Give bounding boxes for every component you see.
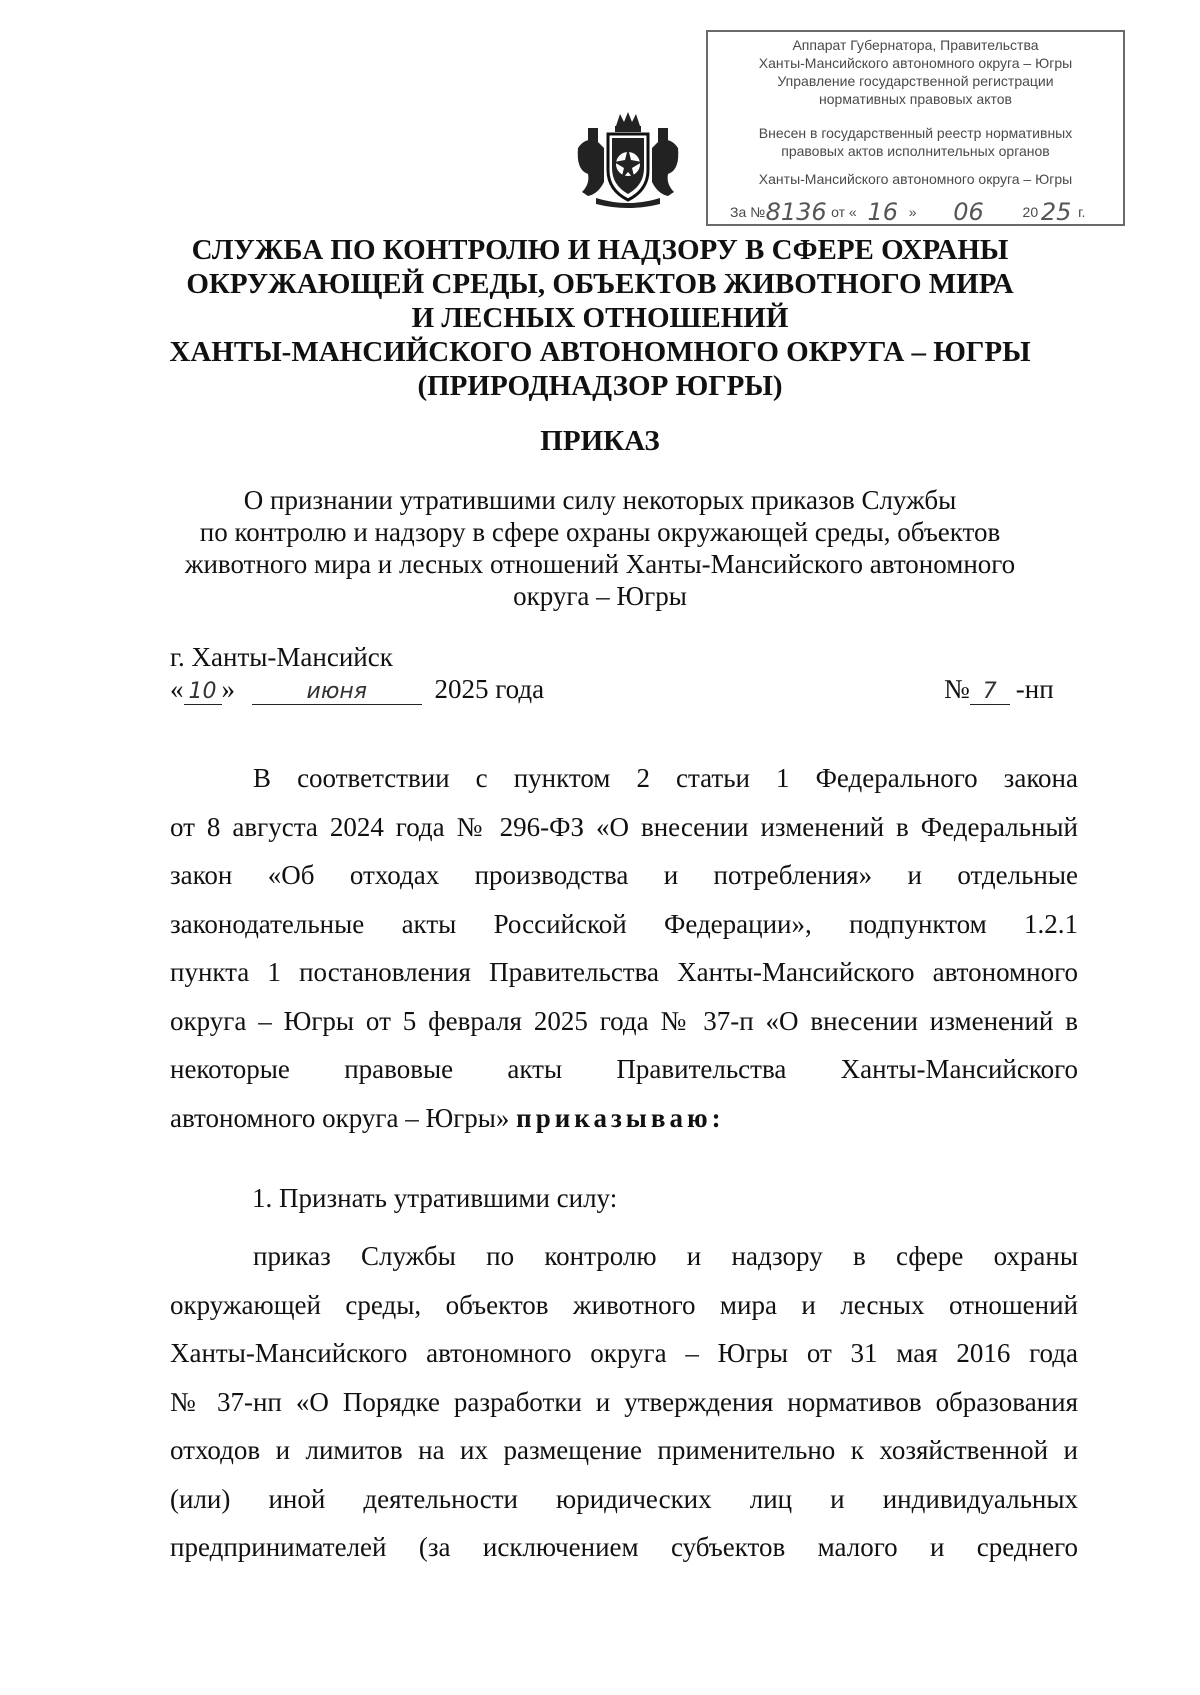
heading-line: ОКРУЖАЮЩЕЙ СРЕДЫ, ОБЪЕКТОВ ЖИВОТНОГО МИРА xyxy=(186,268,1014,300)
heading-line: СЛУЖБА ПО КОНТРОЛЮ И НАДЗОРУ В СФЕРЕ ОХРАНЫ xyxy=(191,234,1009,266)
text-line: некоторые правовые акты Правительства Ханты-Мансийского xyxy=(170,1054,1078,1084)
date-open-quote: « xyxy=(170,674,184,704)
stamp-line: Ханты-Мансийского автономного округа – Югры xyxy=(758,171,1073,187)
number-prefix: № xyxy=(944,674,970,704)
text-line: окружающей среды, объектов животного мира и лесных отношений xyxy=(170,1289,1078,1320)
text-line: законодательные акты Российской Федерации», подпунктом 1.2.1 xyxy=(170,908,1078,939)
stamp-register-note xyxy=(708,124,1123,160)
text-line: от 8 августа 2024 года № 296-ФЗ «О внесении изменений в Федеральный xyxy=(170,811,1078,842)
date-month: июня xyxy=(252,679,422,705)
order-title: ПРИКАЗ xyxy=(540,425,660,457)
text-line: (или) иной деятельности юридических лиц и индивидуальных xyxy=(170,1483,1078,1514)
text-line: закон «Об отходах производства и потребления» и отдельные xyxy=(170,860,1078,890)
subject-line: О признании утратившими силу некоторых приказов Службы xyxy=(243,485,957,515)
date-close-quote: » xyxy=(221,674,235,704)
reg-from: от « xyxy=(831,204,857,220)
text-line: округа – Югры от 5 февраля 2025 года № 37-п «О внесении изменений в xyxy=(170,1005,1078,1036)
number-value: 7 xyxy=(970,679,1010,705)
stamp-line: правовых актов исполнительных органов xyxy=(781,143,1050,159)
issue-date xyxy=(170,674,544,705)
text-line: пункта 1 постановления Правительства Ханты-Мансийского автономного xyxy=(170,957,1078,987)
reg-prefix: За № xyxy=(730,204,766,220)
text-line: отходов и лимитов на их размещение применительно к хозяйственной и xyxy=(170,1435,1078,1465)
registration-stamp xyxy=(706,30,1125,226)
stamp-line: Ханты-Мансийского автономного округа – Югры xyxy=(758,55,1073,71)
subject-line: животного мира и лесных отношений Ханты-Мансийского автономного xyxy=(184,549,1016,579)
text-line: В соответствии с пунктом 2 статьи 1 Федерального закона xyxy=(253,763,1078,793)
reg-year-suffix: 25 xyxy=(1038,199,1074,226)
text-line: предпринимателей (за исключением субъектов малого и среднего xyxy=(170,1532,1078,1562)
subject-line: по контролю и надзору в сфере охраны окружающей среды, объектов xyxy=(199,517,1001,547)
date-year: 2025 года xyxy=(434,674,545,704)
stamp-authority xyxy=(708,170,1123,188)
coat-of-arms-icon xyxy=(568,108,688,208)
reg-day: 16 xyxy=(857,199,909,226)
stamp-line: Внесен в государственный реестр нормативных xyxy=(758,125,1073,141)
subject-line: округа – Югры xyxy=(513,581,687,611)
reg-quote: » xyxy=(908,204,917,220)
reg-month: 06 xyxy=(923,199,1015,226)
item-1-heading: 1. Признать утратившими силу: xyxy=(252,1183,618,1213)
number-suffix: -нп xyxy=(1015,674,1054,704)
text-fragment: автономного округа – Югры» xyxy=(170,1102,510,1133)
stamp-line: Аппарат Губернатора, Правительства xyxy=(792,37,1039,53)
order-word: приказываю: xyxy=(516,1102,725,1133)
stamp-line: Управление государственной регистрации xyxy=(777,73,1054,89)
preamble-paragraph xyxy=(170,754,1078,1142)
heading-line: (ПРИРОДНАДЗОР ЮГРЫ) xyxy=(417,370,783,402)
stamp-header xyxy=(708,36,1123,108)
agency-heading xyxy=(150,233,1050,403)
reg-suffix: г. xyxy=(1078,204,1086,220)
reg-number: 8136 xyxy=(765,198,827,226)
stamp-registration-line xyxy=(730,198,1117,226)
order-number xyxy=(944,674,1054,705)
text-line: приказ Службы по контролю и надзору в сфере охраны xyxy=(253,1241,1078,1271)
text-line: № 37-нп «О Порядке разработки и утверждения нормативов образования xyxy=(170,1386,1078,1417)
reg-year-prefix: 20 xyxy=(1022,204,1039,220)
text-line-last xyxy=(170,1094,1078,1143)
order-subject xyxy=(150,484,1050,612)
text-line: Ханты-Мансийского автономного округа – Югры от 31 мая 2016 года xyxy=(170,1338,1078,1368)
place-of-issue: г. Ханты-Мансийск xyxy=(170,642,393,672)
date-day: 10 xyxy=(184,679,222,705)
heading-line: ХАНТЫ-МАНСИЙСКОГО АВТОНОМНОГО ОКРУГА – ЮГРЫ xyxy=(169,336,1031,368)
item-1-paragraph xyxy=(170,1232,1078,1572)
stamp-line: нормативных правовых актов xyxy=(819,91,1012,107)
heading-line: И ЛЕСНЫХ ОТНОШЕНИЙ xyxy=(411,302,789,334)
